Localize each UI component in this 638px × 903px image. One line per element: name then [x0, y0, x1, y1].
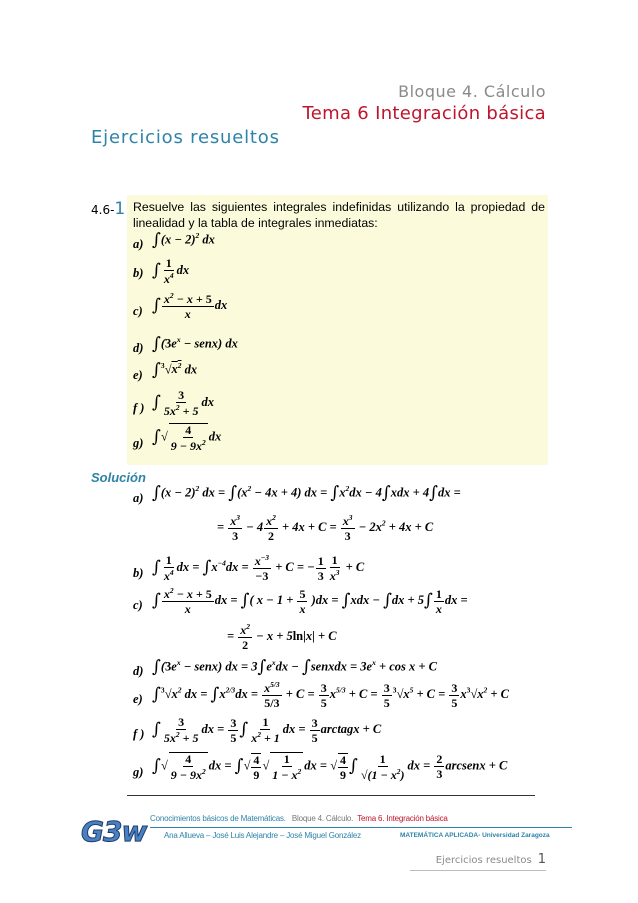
tema-title: Tema 6 Integración básica — [302, 103, 546, 124]
problem-g: ∫√ $\frac{4}{9 - 9x^2}$ dx — [152, 423, 222, 453]
solution-g: ∫√ $\frac{4}{9 - 9x^2}$ dx = ∫√ $\frac{4}{9}$ √ $\frac{1}{1 - x^2}$ dx = √ $\frac{4}{9}$ ∫ $\frac{1}{√(1 - x^2)}$ dx = $\frac{2}{3}$ arcsenx + C — [152, 751, 508, 782]
sol-label-e: e) — [133, 692, 143, 706]
page-number: 1 — [537, 852, 546, 867]
footer-authors: Ana Allueva – José Luis Alejandre – José Miguel González — [164, 831, 361, 840]
page-footer: Ejercicios resueltos 1 — [435, 852, 546, 867]
problem-a: $\int(x - 2)^2$ dx — [152, 230, 215, 250]
footer-institution: MATEMÁTICA APLICADA- Universidad Zaragoza — [400, 832, 550, 839]
solution-b: ∫ $\frac{1}{x^4}$ dx = $\int x^{-4}dx$ = $\frac{x^{-3}}{-3}$ + C = − $\frac{1}{3}$ $\frac{1}{x^3}$ + C — [152, 553, 365, 583]
sol-label-f: f ) — [133, 727, 145, 741]
solution-d: $\int(3e^x$ − senx) dx = $3\int e^xdx$ − ∫senxdx = $3e^x + \cos x + C$ — [152, 657, 437, 677]
separator-line — [127, 795, 535, 796]
problem-d: $\int(3e^x$ − senx) dx — [152, 334, 238, 354]
label-b: b) — [133, 266, 144, 280]
solution-c-line2: = $\frac{x^2}{2}$ − x + 5ln|x| + C — [227, 622, 337, 652]
sol-label-c: c) — [133, 598, 143, 612]
solution-a-line2: = $\frac{x^3}{3}$ − 4 $\frac{x^2}{2}$ + 4x + C = $\frac{x^3}{3}$ − $2x^2 + 4x + C$ — [217, 513, 434, 543]
sol-label-b: b) — [133, 566, 144, 580]
problem-c: ∫ $\frac{x^2 - x + 5}{x}$ dx — [152, 291, 228, 321]
label-g: g) — [133, 436, 144, 450]
label-c: c) — [133, 304, 143, 318]
solution-e: $\int^3√x^2$ dx = $\int x^{2/3}dx$ = $\frac{x^{5/3}}{5/3}$ + C = $\frac{3}{5}$ $x^{5/3} + C$ = $\frac{3}{5}$ $^3√x^5 + C$ = $\frac{3}{5}$ $x^3√x^2 + C$ — [152, 680, 509, 710]
footer-line1: Conocimientos básicos de Matemáticas. Bloque 4. Cálculo. Tema 6. Integración básica — [150, 814, 448, 823]
label-f: f ) — [133, 401, 145, 415]
problem-e: $\int^3√x^2$ dx — [152, 360, 198, 380]
sol-label-a: a) — [133, 491, 144, 505]
solution-c-line1: ∫ $\frac{x^2 - x + 5}{x}$ dx = ∫( x − 1 + $\frac{5}{x}$ )dx = ∫xdx − ∫dx + 5∫ $\frac{1}{x}$ dx = — [152, 586, 468, 616]
label-a: a) — [133, 237, 144, 251]
solution-f: ∫ $\frac{3}{5x^2 + 5}$ dx = $\frac{3}{5}$ ∫ $\frac{1}{x^2 + 1}$ dx = $\frac{3}{5}$ arctagx + C — [152, 715, 382, 745]
sol-label-g: g) — [133, 765, 144, 779]
solution-a-line1: $\int(x - 2)^2$ dx = $\int(x^2 - 4x + 4)$ dx = $\int x^2dx - 4\int xdx + 4\int dx$ = — [152, 483, 461, 503]
exercise-number: 4.6-1 — [91, 199, 126, 219]
problem-b: ∫ $\frac{1}{x^4}$ dx — [152, 256, 190, 286]
sol-label-d: d) — [133, 664, 144, 678]
label-e: e) — [133, 368, 143, 382]
problem-f: ∫ $\frac{3}{5x^2 + 5}$ dx — [152, 388, 214, 418]
bloque-title: Bloque 4. Cálculo — [398, 82, 546, 101]
label-d: d) — [133, 341, 144, 355]
section-title: Ejercicios resueltos — [91, 127, 280, 148]
exercise-statement: Resuelve las siguientes integrales indefinidas utilizando la propiedad de linealidad y la tabla de integrales inmediatas: — [133, 200, 545, 230]
footer-rule — [150, 827, 572, 828]
g3w-logo: G3w — [81, 815, 147, 848]
solution-title: Solución — [91, 470, 146, 485]
page-footer-rule — [410, 870, 546, 871]
